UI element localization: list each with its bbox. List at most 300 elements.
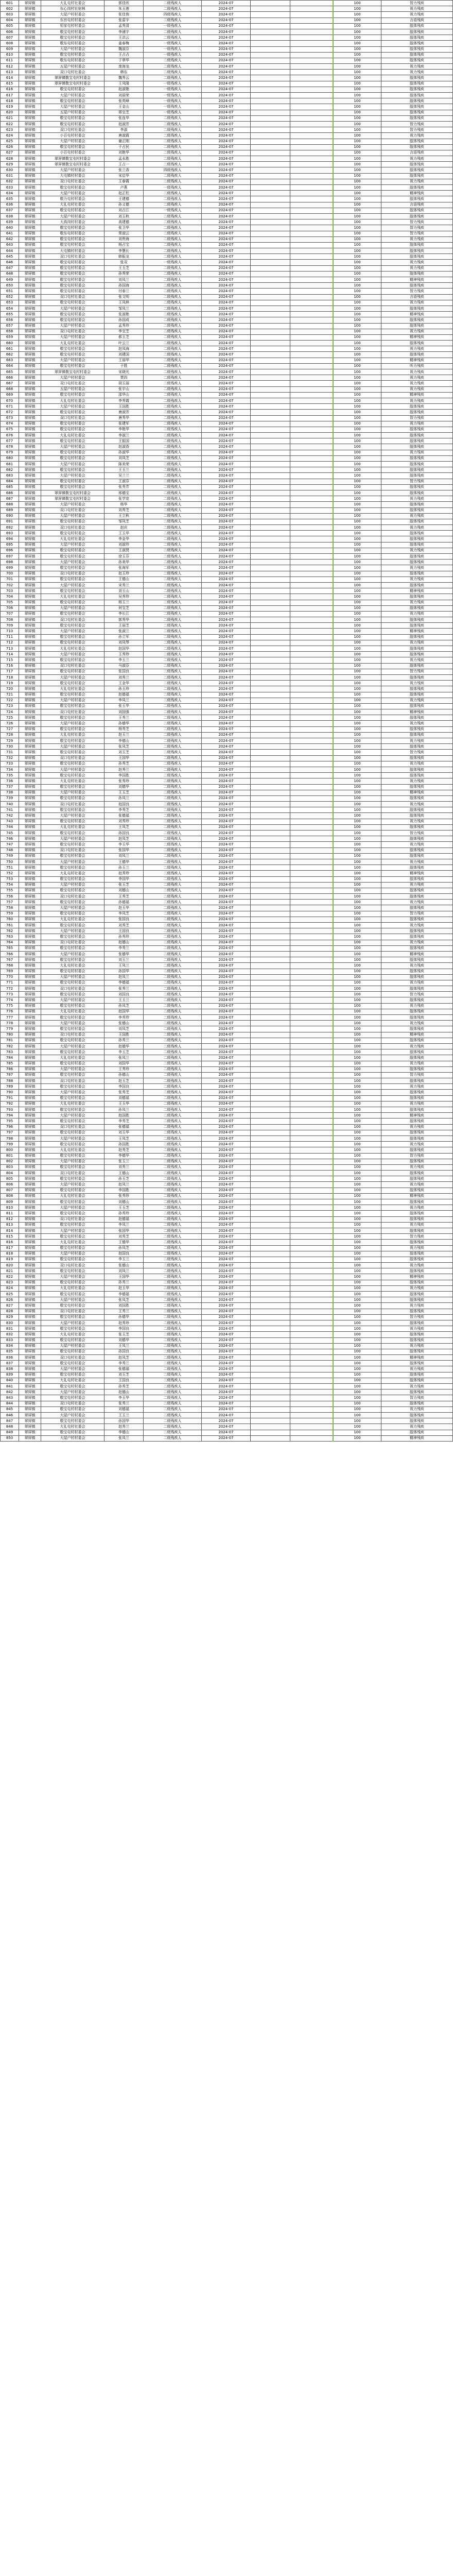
name-cell: 李玉兰 xyxy=(104,1257,144,1262)
spacer-cell xyxy=(290,81,334,87)
period-cell: 2024-07 xyxy=(202,1268,251,1274)
table-row xyxy=(1,894,453,900)
amount-cell: 100 xyxy=(333,1090,381,1095)
table-row xyxy=(1,623,453,629)
village-cell: 敬宝屯村村委会 xyxy=(41,1384,104,1389)
row-number-cell: 845 xyxy=(1,1406,19,1412)
period-cell: 2024-07 xyxy=(202,1337,251,1343)
category-cell: 言语残疾 xyxy=(381,150,453,156)
row-number-cell: 780 xyxy=(1,1032,19,1038)
spacer-cell xyxy=(251,35,290,41)
amount-cell: 100 xyxy=(333,1153,381,1159)
spacer-cell xyxy=(251,415,290,421)
name-cell: 王秀珍 xyxy=(104,1066,144,1072)
amount-cell: 100 xyxy=(333,1118,381,1124)
level-cell: 一级残疾人 xyxy=(144,110,202,115)
village-cell: 敬宝屯村村委会 xyxy=(41,1292,104,1297)
township-cell: 翠屏镇 xyxy=(19,934,41,940)
row-number-cell: 831 xyxy=(1,1326,19,1332)
category-cell: 肢体残疾 xyxy=(381,87,453,92)
period-cell: 2024-07 xyxy=(202,1343,251,1349)
category-cell: 精神残疾 xyxy=(381,1274,453,1280)
township-cell: 翠屏镇 xyxy=(19,260,41,265)
table-row xyxy=(1,404,453,410)
amount-cell: 100 xyxy=(333,859,381,865)
category-cell: 智力残疾 xyxy=(381,415,453,421)
period-cell: 2024-07 xyxy=(202,1211,251,1216)
township-cell: 翠屏镇 xyxy=(19,1211,41,1216)
table-row xyxy=(1,974,453,980)
period-cell: 2024-07 xyxy=(202,507,251,513)
township-cell: 翠屏镇 xyxy=(19,1090,41,1095)
level-cell: 二级残疾人 xyxy=(144,294,202,300)
period-cell: 2024-07 xyxy=(202,1412,251,1418)
row-number-cell: 703 xyxy=(1,588,19,594)
period-cell: 2024-07 xyxy=(202,519,251,524)
row-number-cell: 639 xyxy=(1,219,19,225)
amount-cell: 100 xyxy=(333,784,381,790)
row-number-cell: 677 xyxy=(1,438,19,444)
village-cell: 双口屯村社委会 xyxy=(41,1124,104,1130)
spacer-cell xyxy=(290,721,334,726)
spacer-cell xyxy=(251,1032,290,1038)
name-cell: 张淑兰 xyxy=(104,629,144,634)
period-cell: 2024-07 xyxy=(202,778,251,784)
spacer-cell xyxy=(290,283,334,289)
row-number-cell: 804 xyxy=(1,1171,19,1176)
period-cell: 2024-07 xyxy=(202,663,251,669)
name-cell: 杨秀芝 xyxy=(104,726,144,732)
row-number-cell: 685 xyxy=(1,484,19,490)
village-cell: 敬宝屯村村委会 xyxy=(41,992,104,997)
table-row xyxy=(1,1164,453,1170)
amount-cell: 100 xyxy=(333,156,381,162)
level-cell: 二级残疾人 xyxy=(144,611,202,617)
village-cell: 敬宝屯村村委会 xyxy=(41,300,104,306)
spacer-cell xyxy=(251,715,290,721)
spacer-cell xyxy=(251,75,290,81)
spacer-cell xyxy=(251,162,290,167)
table-row xyxy=(1,577,453,582)
township-cell: 翠屏镇 xyxy=(19,1320,41,1326)
spacer-cell xyxy=(251,1199,290,1205)
spacer-cell xyxy=(290,277,334,283)
township-cell: 翠屏镇 xyxy=(19,1263,41,1268)
period-cell: 2024-07 xyxy=(202,629,251,634)
period-cell: 2024-07 xyxy=(202,980,251,986)
period-cell: 2024-07 xyxy=(202,1159,251,1164)
category-cell: 视力残疾 xyxy=(381,386,453,392)
level-cell: 二级残疾人 xyxy=(144,795,202,801)
row-number-cell: 606 xyxy=(1,29,19,35)
period-cell: 2024-07 xyxy=(202,974,251,980)
name-cell: 刘凤琴 xyxy=(104,640,144,646)
amount-cell: 100 xyxy=(333,289,381,294)
level-cell: 二级残疾人 xyxy=(144,888,202,893)
township-cell: 翠屏镇 xyxy=(19,928,41,934)
village-cell: 恒家屯村村委会 xyxy=(41,23,104,29)
table-row xyxy=(1,876,453,882)
level-cell: 二级残疾人 xyxy=(144,871,202,876)
spacer-cell xyxy=(251,917,290,922)
row-number-cell: 659 xyxy=(1,334,19,340)
name-cell: 刘国华 xyxy=(104,1061,144,1066)
table-row xyxy=(1,940,453,945)
row-number-cell: 714 xyxy=(1,652,19,657)
amount-cell: 100 xyxy=(333,127,381,133)
spacer-cell xyxy=(290,363,334,369)
table-row xyxy=(1,986,453,992)
spacer-cell xyxy=(251,185,290,191)
amount-cell: 100 xyxy=(333,1257,381,1262)
period-cell: 2024-07 xyxy=(202,1090,251,1095)
amount-cell: 100 xyxy=(333,1205,381,1211)
table-row xyxy=(1,58,453,63)
table-row xyxy=(1,1188,453,1193)
township-cell: 翠屏镇 xyxy=(19,248,41,254)
township-cell: 翠屏镇 xyxy=(19,917,41,922)
spacer-cell xyxy=(251,1211,290,1216)
spacer-cell xyxy=(290,703,334,709)
period-cell: 2024-07 xyxy=(202,1182,251,1188)
amount-cell: 100 xyxy=(333,1314,381,1320)
township-cell: 翠屏镇 xyxy=(19,525,41,531)
village-cell: 大礼屯村社委会 xyxy=(41,1378,104,1383)
village-cell: 敬东屯村村委会 xyxy=(41,41,104,46)
amount-cell: 100 xyxy=(333,58,381,63)
period-cell: 2024-07 xyxy=(202,773,251,778)
name-cell: 赵玉华 xyxy=(104,1285,144,1291)
category-cell: 肢体残疾 xyxy=(381,462,453,467)
spacer-cell xyxy=(251,341,290,346)
village-cell: 大屋户村村委会 xyxy=(41,462,104,467)
category-cell: 肢体残疾 xyxy=(381,617,453,623)
row-number-cell: 710 xyxy=(1,629,19,634)
row-number-cell: 692 xyxy=(1,525,19,531)
name-cell: 张国华 xyxy=(104,1228,144,1233)
township-cell: 翠屏镇 xyxy=(19,173,41,179)
category-cell: 视力残疾 xyxy=(381,265,453,271)
row-number-cell: 757 xyxy=(1,900,19,905)
spacer-cell xyxy=(251,64,290,70)
category-cell: 精神残疾 xyxy=(381,1113,453,1118)
name-cell: 赵淑艳 xyxy=(104,87,144,92)
level-cell: 二级残疾人 xyxy=(144,600,202,605)
spacer-cell xyxy=(251,750,290,755)
township-cell: 翠屏镇 xyxy=(19,41,41,46)
period-cell: 2024-07 xyxy=(202,1401,251,1406)
village-cell: 敬宝屯村村委会 xyxy=(41,634,104,640)
table-row xyxy=(1,110,453,115)
spacer-cell xyxy=(290,1164,334,1170)
spacer-cell xyxy=(251,1205,290,1211)
spacer-cell xyxy=(290,657,334,663)
spacer-cell xyxy=(290,1384,334,1389)
level-cell: 二级残疾人 xyxy=(144,415,202,421)
period-cell: 2024-07 xyxy=(202,1274,251,1280)
category-cell: 肢体残疾 xyxy=(381,853,453,859)
spacer-cell xyxy=(251,536,290,542)
row-number-cell: 798 xyxy=(1,1136,19,1141)
spacer-cell xyxy=(251,605,290,611)
table-row xyxy=(1,888,453,893)
table-row xyxy=(1,87,453,92)
spacer-cell xyxy=(251,1309,290,1314)
row-number-cell: 700 xyxy=(1,571,19,577)
period-cell: 2024-07 xyxy=(202,334,251,340)
name-cell: 李淑兰 xyxy=(104,433,144,438)
level-cell: 二级残疾人 xyxy=(144,1153,202,1159)
category-cell: 视力残疾 xyxy=(381,1124,453,1130)
amount-cell: 100 xyxy=(333,824,381,830)
township-cell: 翠屏镇 xyxy=(19,1268,41,1274)
amount-cell: 100 xyxy=(333,317,381,323)
row-number-cell: 696 xyxy=(1,548,19,553)
period-cell: 2024-07 xyxy=(202,133,251,139)
row-number-cell: 632 xyxy=(1,179,19,184)
table-row xyxy=(1,139,453,144)
period-cell: 2024-07 xyxy=(202,139,251,144)
level-cell: 二级残疾人 xyxy=(144,363,202,369)
township-cell: 翠屏镇 xyxy=(19,940,41,945)
spacer-cell xyxy=(251,363,290,369)
spacer-cell xyxy=(251,392,290,398)
table-row xyxy=(1,1228,453,1233)
amount-cell: 100 xyxy=(333,582,381,588)
amount-cell: 100 xyxy=(333,629,381,634)
spacer-cell xyxy=(290,1021,334,1026)
spacer-cell xyxy=(251,427,290,432)
period-cell: 2024-07 xyxy=(202,386,251,392)
spacer-cell xyxy=(251,894,290,900)
township-cell: 翠屏镇 xyxy=(19,536,41,542)
table-row xyxy=(1,93,453,98)
township-cell: 翠屏镇 xyxy=(19,1193,41,1199)
period-cell: 2024-07 xyxy=(202,986,251,992)
village-cell: 敬宝屯村村委会 xyxy=(41,242,104,248)
period-cell: 2024-07 xyxy=(202,594,251,600)
table-row xyxy=(1,1355,453,1361)
category-cell: 视力残疾 xyxy=(381,1205,453,1211)
level-cell: 二级残疾人 xyxy=(144,963,202,969)
level-cell: 二级残疾人 xyxy=(144,1384,202,1389)
township-cell: 翠屏镇 xyxy=(19,1038,41,1043)
row-number-cell: 824 xyxy=(1,1285,19,1291)
period-cell: 2024-07 xyxy=(202,923,251,928)
table-row xyxy=(1,236,453,242)
name-cell: 王丽芝 xyxy=(104,623,144,629)
amount-cell: 100 xyxy=(333,1372,381,1378)
township-cell: 翠屏镇 xyxy=(19,317,41,323)
period-cell: 2024-07 xyxy=(202,156,251,162)
period-cell: 2024-07 xyxy=(202,750,251,755)
row-number-cell: 815 xyxy=(1,1234,19,1240)
category-cell: 视力残疾 xyxy=(381,179,453,184)
period-cell: 2024-07 xyxy=(202,692,251,698)
village-cell: 大礼屯村社委会 xyxy=(41,1,104,6)
category-cell: 肢体残疾 xyxy=(381,1090,453,1095)
amount-cell: 100 xyxy=(333,467,381,473)
township-cell: 翠屏镇 xyxy=(19,1061,41,1066)
spacer-cell xyxy=(290,502,334,507)
table-row xyxy=(1,1222,453,1228)
table-row xyxy=(1,312,453,317)
period-cell: 2024-07 xyxy=(202,1147,251,1153)
township-cell: 翠屏镇 xyxy=(19,1015,41,1021)
village-cell: 敬宝屯村村委会 xyxy=(41,588,104,594)
spacer-cell xyxy=(290,582,334,588)
level-cell: 二级残疾人 xyxy=(144,657,202,663)
spacer-cell xyxy=(251,283,290,289)
category-cell: 肢体残疾 xyxy=(381,1136,453,1141)
township-cell: 翠屏镇 xyxy=(19,853,41,859)
spacer-cell xyxy=(251,346,290,352)
row-number-cell: 741 xyxy=(1,807,19,813)
spacer-cell xyxy=(251,1424,290,1430)
township-cell: 翠屏镇 xyxy=(19,732,41,738)
level-cell: 二级残疾人 xyxy=(144,191,202,196)
category-cell: 视力残疾 xyxy=(381,565,453,571)
period-cell: 2024-07 xyxy=(202,1285,251,1291)
village-cell: 敬宝屯村村委会 xyxy=(41,1118,104,1124)
village-cell: 大屋户村村委会 xyxy=(41,1159,104,1164)
table-row xyxy=(1,594,453,600)
table-row xyxy=(1,1361,453,1366)
spacer-cell xyxy=(251,1326,290,1332)
row-number-cell: 805 xyxy=(1,1176,19,1182)
amount-cell: 100 xyxy=(333,334,381,340)
spacer-cell xyxy=(251,600,290,605)
spacer-cell xyxy=(290,236,334,242)
name-cell: 李凤芝 xyxy=(104,911,144,917)
row-number-cell: 812 xyxy=(1,1216,19,1222)
period-cell: 2024-07 xyxy=(202,1395,251,1401)
amount-cell: 100 xyxy=(333,1309,381,1314)
village-cell: 大屋户村村委会 xyxy=(41,191,104,196)
village-cell: 大屋户村村委会 xyxy=(41,502,104,507)
spacer-cell xyxy=(251,726,290,732)
spacer-cell xyxy=(290,715,334,721)
township-cell: 翠屏镇 xyxy=(19,421,41,427)
village-cell: 敬宝屯村村委会 xyxy=(41,277,104,283)
period-cell: 2024-07 xyxy=(202,185,251,191)
village-cell: 敬宝屯村村委会 xyxy=(41,1257,104,1262)
period-cell: 2024-07 xyxy=(202,1078,251,1084)
name-cell: 杨华 xyxy=(104,502,144,507)
period-cell: 2024-07 xyxy=(202,352,251,358)
township-cell: 翠屏镇 xyxy=(19,6,41,12)
row-number-cell: 817 xyxy=(1,1245,19,1251)
category-cell: 视力残疾 xyxy=(381,1003,453,1009)
spacer-cell xyxy=(290,1337,334,1343)
name-cell: 王德山 xyxy=(104,1171,144,1176)
category-cell: 肢体残疾 xyxy=(381,167,453,173)
table-row xyxy=(1,271,453,277)
period-cell: 2024-07 xyxy=(202,1234,251,1240)
spacer-cell xyxy=(251,755,290,761)
spacer-cell xyxy=(290,323,334,329)
level-cell: 一级残疾人 xyxy=(144,23,202,29)
village-cell: 敬宝屯村村委会 xyxy=(41,945,104,951)
amount-cell: 100 xyxy=(333,392,381,398)
spacer-cell xyxy=(290,93,334,98)
row-number-cell: 718 xyxy=(1,674,19,680)
level-cell: 一级残疾人 xyxy=(144,208,202,213)
spacer-cell xyxy=(290,433,334,438)
period-cell: 2024-07 xyxy=(202,911,251,917)
row-number-cell: 663 xyxy=(1,358,19,363)
amount-cell: 100 xyxy=(333,663,381,669)
spacer-cell xyxy=(290,565,334,571)
category-cell: 肢体残疾 xyxy=(381,1320,453,1326)
spacer-cell xyxy=(290,923,334,928)
level-cell: 二级残疾人 xyxy=(144,115,202,121)
village-cell: 敬宝屯村村委会 xyxy=(41,1211,104,1216)
name-cell: 高建德 xyxy=(104,219,144,225)
table-row xyxy=(1,1401,453,1406)
spacer-cell xyxy=(251,1268,290,1274)
table-row xyxy=(1,905,453,911)
row-number-cell: 761 xyxy=(1,923,19,928)
category-cell: 肢体残疾 xyxy=(381,323,453,329)
name-cell: 王占占 xyxy=(104,52,144,58)
spacer-cell xyxy=(251,963,290,969)
spacer-cell xyxy=(290,369,334,375)
amount-cell: 100 xyxy=(333,819,381,824)
category-cell: 精神残疾 xyxy=(381,871,453,876)
spacer-cell xyxy=(251,1292,290,1297)
level-cell: 二级残疾人 xyxy=(144,761,202,767)
row-number-cell: 742 xyxy=(1,813,19,819)
level-cell: 二级残疾人 xyxy=(144,542,202,548)
amount-cell: 100 xyxy=(333,934,381,940)
spacer-cell xyxy=(290,133,334,139)
spacer-cell xyxy=(290,969,334,974)
amount-cell: 100 xyxy=(333,905,381,911)
level-cell: 二级残疾人 xyxy=(144,1199,202,1205)
township-cell: 翠屏镇 xyxy=(19,1003,41,1009)
spacer-cell xyxy=(290,1147,334,1153)
spacer-cell xyxy=(290,1372,334,1378)
township-cell: 翠屏镇 xyxy=(19,1228,41,1233)
township-cell: 翠屏镇 xyxy=(19,104,41,110)
village-cell: 大屋户村村委会 xyxy=(41,1021,104,1026)
name-cell: 孙国华 xyxy=(104,1418,144,1424)
township-cell: 翠屏镇 xyxy=(19,652,41,657)
row-number-cell: 839 xyxy=(1,1372,19,1378)
row-number-cell: 624 xyxy=(1,133,19,139)
village-cell: 大屋户村村委会 xyxy=(41,744,104,750)
level-cell: 二级残疾人 xyxy=(144,560,202,565)
period-cell: 2024-07 xyxy=(202,1216,251,1222)
period-cell: 2024-07 xyxy=(202,242,251,248)
amount-cell: 100 xyxy=(333,531,381,536)
period-cell: 2024-07 xyxy=(202,213,251,219)
category-cell: 肢体残疾 xyxy=(381,473,453,479)
period-cell: 2024-07 xyxy=(202,876,251,882)
category-cell: 智力残疾 xyxy=(381,1314,453,1320)
row-number-cell: 715 xyxy=(1,657,19,663)
period-cell: 2024-07 xyxy=(202,1372,251,1378)
row-number-cell: 644 xyxy=(1,248,19,254)
amount-cell: 100 xyxy=(333,1061,381,1066)
spacer-cell xyxy=(290,600,334,605)
name-cell: 张玉兰 xyxy=(104,1159,144,1164)
table-row xyxy=(1,1349,453,1354)
spacer-cell xyxy=(251,1337,290,1343)
period-cell: 2024-07 xyxy=(202,1332,251,1337)
category-cell: 视力残疾 xyxy=(381,940,453,945)
